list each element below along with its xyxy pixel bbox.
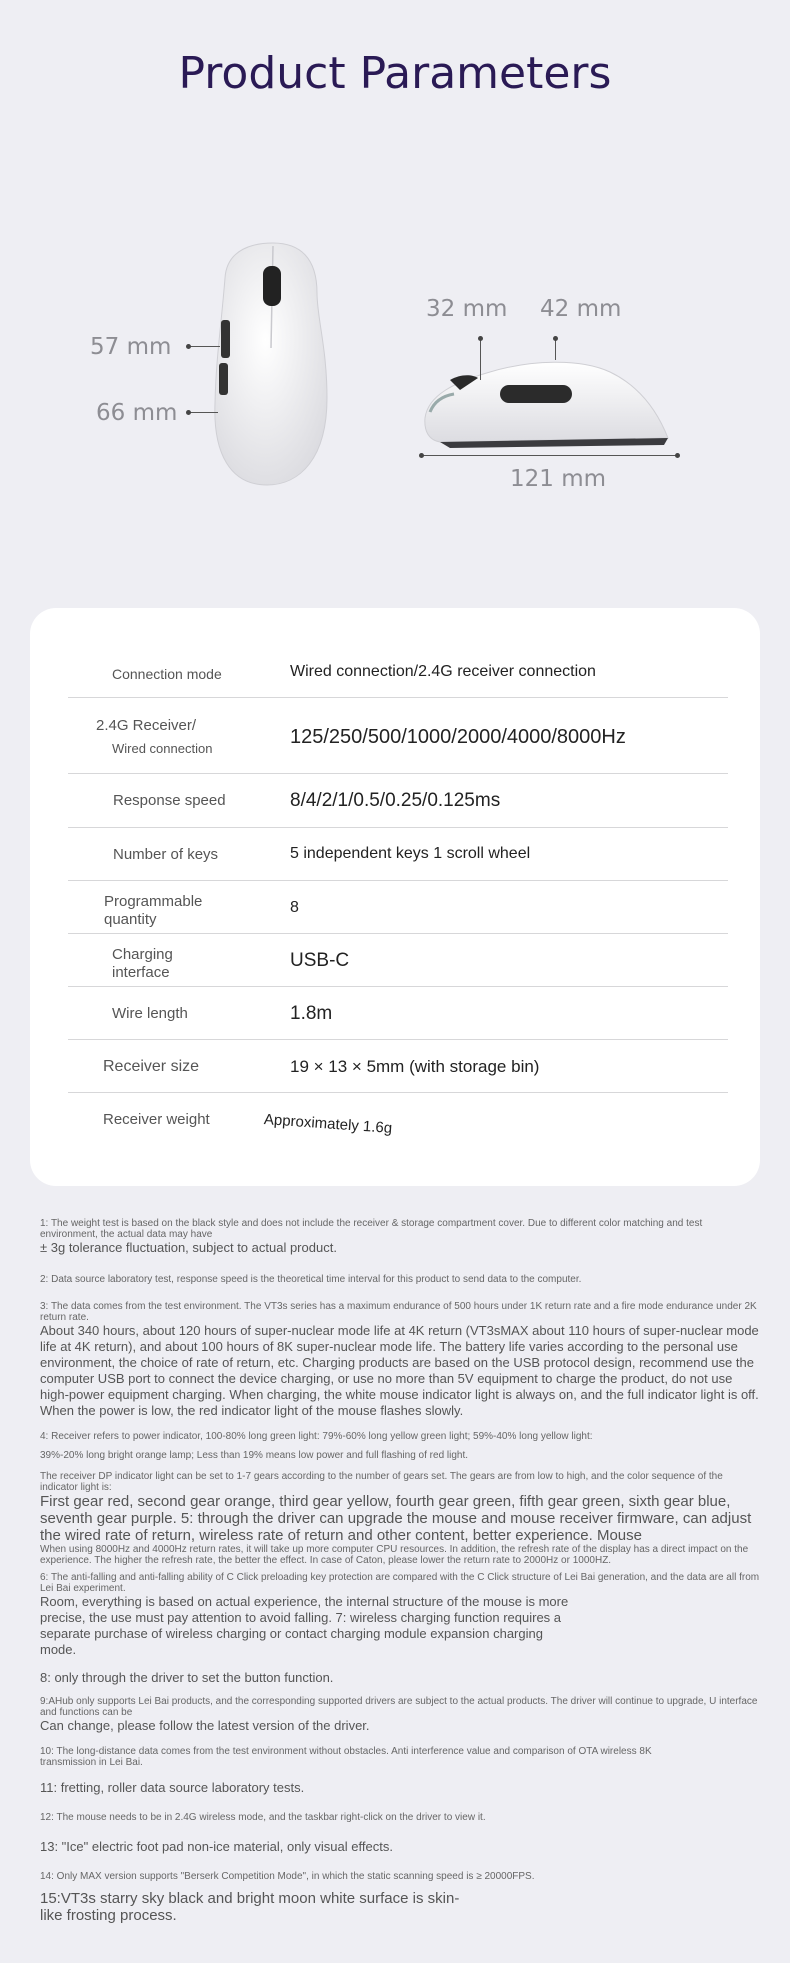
spec-row <box>68 698 728 774</box>
top-length-pointer <box>188 412 218 413</box>
note-15: 15:VT3s starry sky black and bright moon white surface is skin-like frosting process. <box>40 1890 460 1924</box>
spec-label: Number of keys <box>113 846 219 863</box>
note-5a: The receiver DP indicator light can be set to 1-7 gears according to the number of gears set. The gears are from low to high, and the color sequence of the indicator light is: <box>40 1471 723 1493</box>
top-width-label: 57 mm <box>90 334 172 360</box>
spec-label: Connection mode <box>112 666 222 682</box>
spec-value: Wired connection/2.4G receiver connection <box>290 663 596 680</box>
spec-value: 125/250/500/1000/2000/4000/8000Hz <box>290 726 626 748</box>
note-4b: 39%-20% long bright orange lamp; Less than 19% means low power and full flashing of red light. <box>40 1450 469 1461</box>
spec-value: 5 independent keys 1 scroll wheel <box>290 845 531 862</box>
spec-value: USB-C <box>290 950 350 971</box>
spec-row <box>68 881 728 934</box>
note-6b: Room, everything is based on actual experience, the internal structure of the mouse is more precise, the use must pay attention to avoid falling. 7: wireless charging function requires a separate purchase of wireless charging or contact charging module expansion charging mode. <box>40 1594 569 1657</box>
note-10: 10: The long-distance data comes from the test environment without obstacles. Anti interference value and comparison of OTA wireless 8K transmission in Lei Bai. <box>40 1746 652 1768</box>
note-11: 11: fretting, roller data source laboratory tests. <box>40 1780 305 1795</box>
note-8: 8: only through the driver to set the button function. <box>40 1670 334 1685</box>
spec-label: Wire length <box>112 1005 188 1022</box>
note-12: 12: The mouse needs to be in 2.4G wireless mode, and the taskbar right-click on the driver to view it. <box>40 1812 486 1823</box>
page-title: Product Parameters <box>178 48 612 99</box>
spec-value: 8 <box>290 899 299 916</box>
spec-label: 2.4G Receiver/ <box>96 717 197 734</box>
mouse-side-view-image <box>420 350 680 450</box>
side-length-line <box>422 455 677 456</box>
spec-row <box>68 608 728 698</box>
spec-label: Wired connection <box>112 741 213 756</box>
spec-label: Charging <box>112 946 173 963</box>
mouse-top-view-image <box>205 238 335 490</box>
spec-value: 19 × 13 × 5mm (with storage bin) <box>290 1057 540 1076</box>
spec-label: Response speed <box>113 792 226 809</box>
spec-row <box>68 774 728 828</box>
side-front-pointer <box>480 338 481 380</box>
side-rear-pointer <box>555 338 556 360</box>
note-4a: 4: Receiver refers to power indicator, 100-80% long green light: 79%-60% long yellow green light; 59%-40% long yellow light: <box>40 1431 593 1442</box>
top-width-pointer <box>188 346 220 347</box>
note-9b: Can change, please follow the latest version of the driver. <box>40 1718 370 1733</box>
spec-label: quantity <box>104 911 157 928</box>
note-3b: About 340 hours, about 120 hours of super-nuclear mode life at 4K return (VT3sMAX about 110 hours of super-nuclear mode life at 4K return), and about 100 hours of 8K super-nuclear mode life. The battery life varies according to the personal use environment, the choice of rate of return, etc. Charging products are based on the USB protocol design, recommend use the computer USB port to connect the device charging, or use no more than 5V equipment to charge the product, do not use high-power equipment charging. When charging, the white mouse indicator light is always on, and the full indicator light is off. When the power is low, the red indicator light of the mouse flashes slowly. <box>40 1323 759 1418</box>
spec-label: Receiver size <box>103 1058 200 1075</box>
spec-row <box>68 1093 728 1145</box>
side-front-height-label: 32 mm <box>426 296 508 322</box>
note-13: 13: "Ice" electric foot pad non-ice material, only visual effects. <box>40 1839 393 1854</box>
note-14: 14: Only MAX version supports "Berserk Competition Mode", in which the static scanning speed is ≥ 20000FPS. <box>40 1871 535 1882</box>
spec-row <box>68 987 728 1040</box>
note-9a: 9:AHub only supports Lei Bai products, and the corresponding supported drivers are subject to the actual products. The driver will continue to upgrade, U interface and functions can be <box>40 1696 758 1718</box>
note-6a: 6: The anti-falling and anti-falling ability of C Click preloading key protection are compared with the C Click structure of Lei Bai generation, and the data are all from Lei Bai experiment. <box>40 1572 760 1594</box>
note-2: 2: Data source laboratory test, response speed is the theoretical time interval for this product to send data to the computer. <box>40 1274 582 1285</box>
spec-label: interface <box>112 964 170 981</box>
spec-label: Programmable <box>104 893 203 910</box>
spec-label: Receiver weight <box>103 1111 210 1128</box>
note-5b: First gear red, second gear orange, third gear yellow, fourth gear green, fifth gear green, sixth gear blue, seventh gear purple. 5: through the driver can upgrade the mouse and mouse receiver firmware, can adjust the wired rate of return, wireless rate of return and other content, better experience. Mouse <box>40 1493 752 1544</box>
top-length-label: 66 mm <box>96 400 178 426</box>
side-length-label: 121 mm <box>510 466 607 492</box>
note-3a: 3: The data comes from the test environment. The VT3s series has a maximum endurance of 500 hours under 1K return rate and a fire mode endurance under 2K return rate. <box>40 1301 757 1323</box>
spec-row <box>68 828 728 881</box>
note-1b: ± 3g tolerance fluctuation, subject to actual product. <box>40 1240 337 1255</box>
spec-value: 1.8m <box>290 1003 333 1024</box>
spec-row <box>68 934 728 987</box>
side-rear-height-label: 42 mm <box>540 296 622 322</box>
spec-value: Approximately 1.6g <box>263 1111 393 1137</box>
spec-card <box>30 608 760 1186</box>
note-5c: When using 8000Hz and 4000Hz return rates, it will take up more computer CPU resources. In addition, the refresh rate of the display has a direct impact on the experience. The higher the refresh rate, the better the effect. In case of Caton, please lower the return rate to 2000Hz or 1000HZ. <box>40 1544 749 1566</box>
spec-row <box>68 1040 728 1093</box>
spec-value: 8/4/2/1/0.5/0.25/0.125ms <box>290 790 501 811</box>
footnotes <box>40 1218 760 1924</box>
note-1a: 1: The weight test is based on the black style and does not include the receiver & storage compartment cover. Due to different color matching and test environment, the actual data may have <box>40 1218 703 1240</box>
